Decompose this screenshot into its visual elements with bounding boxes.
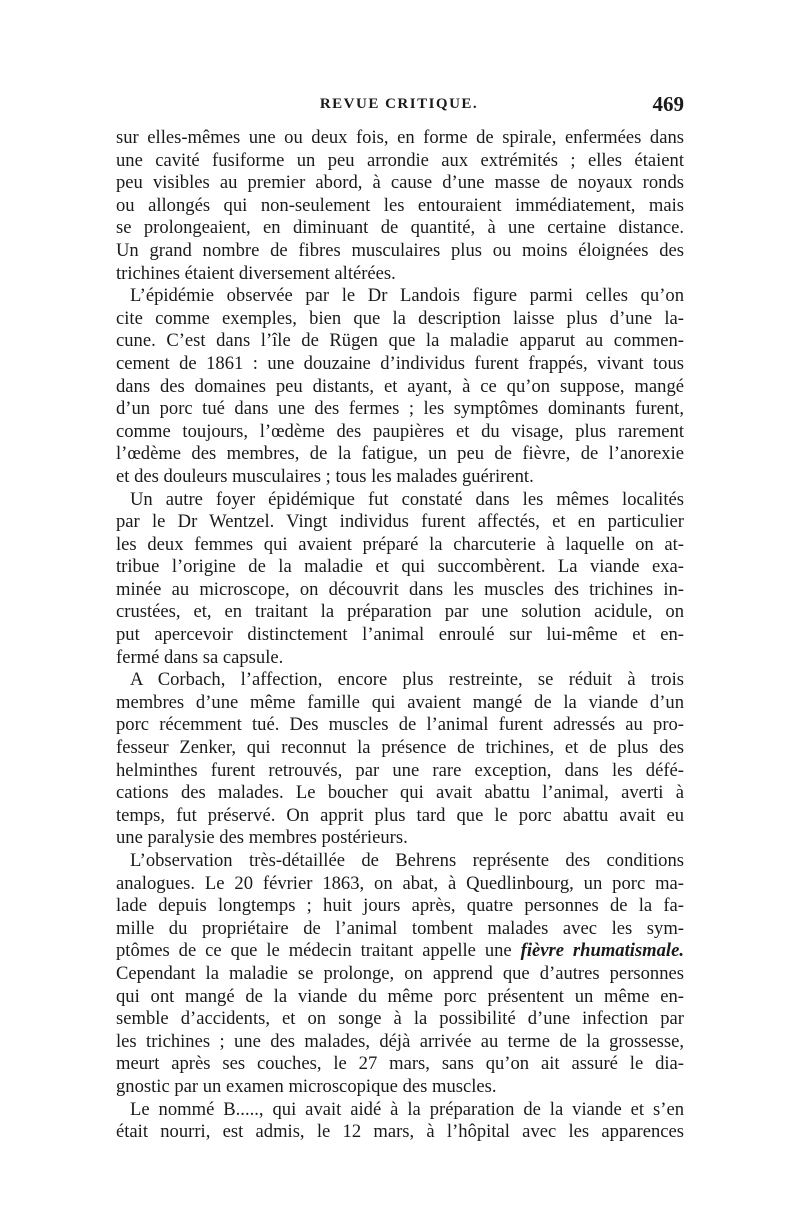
text-line: peu visibles au premier abord, à cause d’une masse de noyaux ronds (116, 172, 684, 194)
text-line: meurt après ses couches, le 27 mars, sans qu’on ait assuré le dia- (116, 1053, 684, 1075)
text-line: analogues. Le 20 février 1863, on abat, à Quedlinbourg, un porc ma- (116, 872, 684, 894)
text-line: cune. C’est dans l’île de Rügen que la maladie apparut au commen- (116, 330, 684, 352)
text-line: dans des domaines peu distants, et ayant, à ce qu’on suppose, mangé (116, 375, 684, 397)
text-line: lade depuis longtemps ; huit jours après, quatre personnes de la fa- (116, 895, 684, 917)
text-line: les deux femmes qui avaient préparé la charcuterie à laquelle on at- (116, 533, 684, 555)
text-line: Cependant la maladie se prolonge, on apprend que d’autres personnes (116, 962, 684, 984)
text-line: fesseur Zenker, qui reconnut la présence de trichines, et de plus des (116, 737, 684, 759)
italic-phrase: fièvre rhumatismale. (520, 940, 684, 962)
text-line: porc récemment tué. Des muscles de l’animal furent adressés au pro- (116, 714, 684, 736)
text-line: Le nommé B....., qui avait aidé à la préparation de la viande et s’en (130, 1098, 684, 1120)
text-line: gnostic par un examen microscopique des muscles. (116, 1075, 497, 1097)
text-line: ptômes de ce que le médecin traitant appelle une fièvre rhumatismale. (116, 940, 684, 962)
text-line: se prolongeaient, en diminuant de quantité, à une certaine distance. (116, 217, 684, 239)
text-line: comme toujours, l’œdème des paupières et du visage, plus rarement (116, 420, 684, 442)
text-line: l’œdème des membres, de la fatigue, un peu de fièvre, de l’anorexie (116, 443, 684, 465)
text-line: L’épidémie observée par le Dr Landois figure parmi celles qu’on (130, 285, 684, 307)
page-header (110, 92, 688, 122)
text-line: une cavité fusiforme un peu arrondie aux extrémités ; elles étaient (116, 149, 684, 171)
text-line: fermé dans sa capsule. (116, 646, 284, 668)
text-line: helminthes furent retrouvés, par une rare exception, dans les défé- (116, 759, 684, 781)
text-line: Un autre foyer épidémique fut constaté dans les mêmes localités (130, 488, 684, 510)
text-line: L’observation très-détaillée de Behrens représente des conditions (130, 850, 684, 871)
running-title: REVUE CRITIQUE. (319, 96, 479, 112)
text-line: qui ont mangé de la viande du même porc présentent un même en- (116, 985, 684, 1007)
text-line: A Corbach, l’affection, encore plus restreinte, se réduit à trois (130, 669, 684, 691)
text-line: tribue l’origine de la maladie et qui succombèrent. La viande exa- (116, 556, 684, 578)
text-line: était nourri, est admis, le 12 mars, à l’hôpital avec les apparences (116, 1121, 684, 1143)
text-line: mille du propriétaire de l’animal tombent malades avec les sym- (116, 917, 684, 939)
text-line: trichines étaient diversement altérées. (116, 262, 396, 284)
text-line: put apercevoir distinctement l’animal enroulé sur lui-même et en- (116, 624, 684, 646)
text-line: ou allongés qui non-seulement les entouraient immédiatement, mais (116, 194, 684, 216)
text-line: cement de 1861 : une douzaine d’individus furent frappés, vivant tous (116, 352, 684, 374)
text-line: minée au microscope, on découvrit dans les muscles des trichines in- (116, 578, 684, 600)
text-line: les trichines ; une des malades, déjà arrivée au terme de la grossesse, (116, 1030, 684, 1052)
text-line: Un grand nombre de fibres musculaires plus ou moins éloignées des (116, 239, 684, 261)
text-line: membres d’une même famille qui avaient mangé de la viande d’un (116, 691, 684, 713)
text-line: semble d’accidents, et on songe à la possibilité d’une infection par (116, 1008, 684, 1030)
text-line: temps, fut préservé. On apprit plus tard que le porc abattu avait eu (116, 804, 684, 826)
text-line: d’un porc tué dans une des fermes ; les symptômes dominants furent, (116, 398, 684, 420)
text-line: sur elles-mêmes une ou deux fois, en forme de spirale, enfermées dans (116, 127, 684, 148)
text-line: par le Dr Wentzel. Vingt individus furent affectés, et en particulier (116, 511, 684, 533)
text-line: une paralysie des membres postérieurs. (116, 827, 408, 849)
text-line: et des douleurs musculaires ; tous les malades guérirent. (116, 465, 534, 487)
body-text (116, 127, 684, 1144)
text-line: cations des malades. Le boucher qui avait abattu l’animal, averti à (116, 782, 684, 804)
page-number: 469 (652, 92, 684, 116)
text-line: crustées, et, en traitant la préparation par une solution acidule, on (116, 601, 684, 623)
text-line: cite comme exemples, bien que la description laisse plus d’une la- (116, 307, 684, 329)
